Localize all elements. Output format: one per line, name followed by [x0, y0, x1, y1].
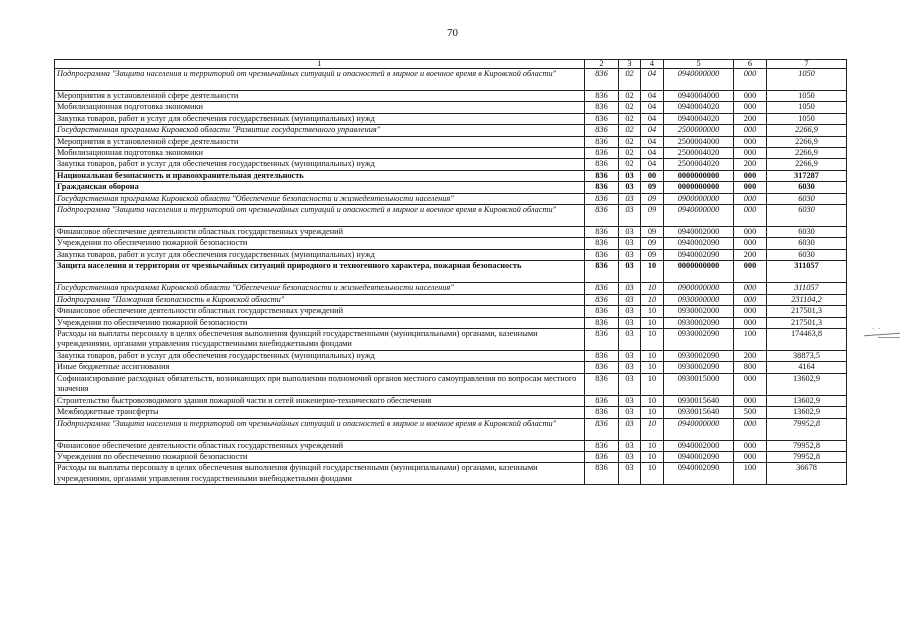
subsection-code-cell: 04	[641, 159, 664, 170]
amount-cell: 6030	[767, 182, 847, 193]
target-article-cell: 0940002090	[664, 451, 734, 462]
budget-item-name-cell: Подпрограмма "Защита населения и территорий от чрезвычайных ситуаций и опасностей в мирное и военное время в Кировской области"	[55, 418, 585, 440]
budget-item-name-cell: Государственная программа Кировской области "Обеспечение безопасности и жизнедеятельности населения"	[55, 193, 585, 204]
section-code-cell: 02	[619, 125, 641, 136]
target-article-cell: 0000000000	[664, 261, 734, 283]
target-article-cell: 0000000000	[664, 182, 734, 193]
ministry-code-cell: 836	[585, 69, 619, 91]
section-code-cell: 03	[619, 306, 641, 317]
subsection-code-cell: 10	[641, 317, 664, 328]
subsection-code-cell: 10	[641, 350, 664, 361]
expense-type-cell: 000	[734, 227, 767, 238]
target-article-cell: 0930015640	[664, 395, 734, 406]
budget-item-name-cell: Межбюджетные трансферты	[55, 407, 585, 418]
budget-item-name-cell: Подпрограмма "Защита населения и территорий от чрезвычайных ситуаций и опасностей в мирное и военное время в Кировской области"	[55, 69, 585, 91]
target-article-cell: 0940000000	[664, 205, 734, 227]
amount-cell: 2266,9	[767, 136, 847, 147]
target-article-cell: 0940002090	[664, 238, 734, 249]
table-row	[55, 350, 847, 361]
subsection-code-cell: 10	[641, 395, 664, 406]
header-cell-7: 7	[767, 60, 847, 69]
table-row	[55, 395, 847, 406]
amount-cell: 317287	[767, 170, 847, 181]
table-row	[55, 69, 847, 91]
amount-cell: 174463,8	[767, 328, 847, 350]
target-article-cell: 0930002090	[664, 328, 734, 350]
target-article-cell: 0930002090	[664, 317, 734, 328]
table-row	[55, 362, 847, 373]
expense-type-cell: 000	[734, 91, 767, 102]
ministry-code-cell: 836	[585, 113, 619, 124]
section-code-cell: 02	[619, 113, 641, 124]
expense-type-cell: 000	[734, 148, 767, 159]
budget-item-name-cell: Мероприятия в установленной сфере деятельности	[55, 91, 585, 102]
subsection-code-cell: 10	[641, 294, 664, 305]
ministry-code-cell: 836	[585, 350, 619, 361]
header-cell-3: 3	[619, 60, 641, 69]
expense-type-cell: 800	[734, 362, 767, 373]
expense-type-cell: 000	[734, 306, 767, 317]
subsection-code-cell: 10	[641, 451, 664, 462]
ministry-code-cell: 836	[585, 317, 619, 328]
amount-cell: 13602,9	[767, 373, 847, 395]
ministry-code-cell: 836	[585, 283, 619, 294]
subsection-code-cell: 10	[641, 306, 664, 317]
table-row	[55, 294, 847, 305]
expense-type-cell: 000	[734, 283, 767, 294]
amount-cell: 79952,8	[767, 418, 847, 440]
target-article-cell: 0940000000	[664, 69, 734, 91]
section-code-cell: 03	[619, 317, 641, 328]
amount-cell: 231104,2	[767, 294, 847, 305]
target-article-cell: 0000000000	[664, 170, 734, 181]
target-article-cell: 0930002090	[664, 362, 734, 373]
expense-type-cell: 000	[734, 182, 767, 193]
subsection-code-cell: 10	[641, 283, 664, 294]
table-row	[55, 283, 847, 294]
section-code-cell: 03	[619, 182, 641, 193]
section-code-cell: 02	[619, 136, 641, 147]
amount-cell: 2266,9	[767, 159, 847, 170]
section-code-cell: 03	[619, 205, 641, 227]
expense-type-cell: 000	[734, 261, 767, 283]
ministry-code-cell: 836	[585, 238, 619, 249]
ministry-code-cell: 836	[585, 193, 619, 204]
table-row	[55, 148, 847, 159]
section-code-cell: 03	[619, 362, 641, 373]
ministry-code-cell: 836	[585, 418, 619, 440]
subsection-code-cell: 10	[641, 440, 664, 451]
section-code-cell: 02	[619, 102, 641, 113]
ministry-code-cell: 836	[585, 328, 619, 350]
table-row	[55, 205, 847, 227]
amount-cell: 6030	[767, 249, 847, 260]
section-code-cell: 03	[619, 373, 641, 395]
ministry-code-cell: 836	[585, 294, 619, 305]
table-row	[55, 440, 847, 451]
table-row	[55, 328, 847, 350]
table-row	[55, 227, 847, 238]
ministry-code-cell: 836	[585, 249, 619, 260]
budget-item-name-cell: Учреждения по обеспечению пожарной безопасности	[55, 238, 585, 249]
expense-type-cell: 000	[734, 125, 767, 136]
ministry-code-cell: 836	[585, 182, 619, 193]
margin-scribble: · ·	[858, 324, 903, 346]
section-code-cell: 03	[619, 238, 641, 249]
expense-type-cell: 000	[734, 317, 767, 328]
header-cell-4: 4	[641, 60, 664, 69]
target-article-cell: 0930015000	[664, 373, 734, 395]
ministry-code-cell: 836	[585, 125, 619, 136]
budget-item-name-cell: Мобилизационная подготовка экономики	[55, 148, 585, 159]
amount-cell: 311057	[767, 283, 847, 294]
amount-cell: 217501,3	[767, 306, 847, 317]
subsection-code-cell: 09	[641, 238, 664, 249]
section-code-cell: 03	[619, 350, 641, 361]
header-cell-6: 6	[734, 60, 767, 69]
expense-type-cell: 100	[734, 328, 767, 350]
subsection-code-cell: 09	[641, 205, 664, 227]
ministry-code-cell: 836	[585, 373, 619, 395]
table-row	[55, 238, 847, 249]
section-code-cell: 02	[619, 148, 641, 159]
ministry-code-cell: 836	[585, 306, 619, 317]
section-code-cell: 03	[619, 418, 641, 440]
budget-item-name-cell: Строительство быстровозводимого здания пожарной части и сетей инженерно-технического обеспечения	[55, 395, 585, 406]
expense-type-cell: 100	[734, 463, 767, 485]
amount-cell: 13602,9	[767, 395, 847, 406]
budget-item-name-cell: Национальная безопасность и правоохранительная деятельность	[55, 170, 585, 181]
subsection-code-cell: 04	[641, 136, 664, 147]
expense-type-cell: 200	[734, 249, 767, 260]
subsection-code-cell: 04	[641, 113, 664, 124]
target-article-cell: 0940000000	[664, 418, 734, 440]
budget-table	[54, 59, 847, 485]
amount-cell: 6030	[767, 227, 847, 238]
subsection-code-cell: 00	[641, 170, 664, 181]
amount-cell: 38873,5	[767, 350, 847, 361]
table-row	[55, 113, 847, 124]
ministry-code-cell: 836	[585, 362, 619, 373]
expense-type-cell: 000	[734, 69, 767, 91]
ministry-code-cell: 836	[585, 136, 619, 147]
ministry-code-cell: 836	[585, 170, 619, 181]
ministry-code-cell: 836	[585, 227, 619, 238]
budget-item-name-cell: Финансовое обеспечение деятельности областных государственных учреждений	[55, 306, 585, 317]
subsection-code-cell: 09	[641, 182, 664, 193]
budget-item-name-cell: Финансовое обеспечение деятельности областных государственных учреждений	[55, 440, 585, 451]
header-cell-1: 1	[55, 60, 585, 69]
expense-type-cell: 200	[734, 113, 767, 124]
subsection-code-cell: 10	[641, 373, 664, 395]
budget-item-name-cell: Государственная программа Кировской области "Обеспечение безопасности и жизнедеятельности населения"	[55, 283, 585, 294]
table-row	[55, 102, 847, 113]
section-code-cell: 03	[619, 328, 641, 350]
expense-type-cell: 000	[734, 418, 767, 440]
table-row	[55, 91, 847, 102]
ministry-code-cell: 836	[585, 148, 619, 159]
section-code-cell: 02	[619, 159, 641, 170]
expense-type-cell: 000	[734, 136, 767, 147]
table-row	[55, 261, 847, 283]
table-row	[55, 193, 847, 204]
ministry-code-cell: 836	[585, 159, 619, 170]
target-article-cell: 0940004020	[664, 113, 734, 124]
ministry-code-cell: 836	[585, 407, 619, 418]
section-code-cell: 03	[619, 249, 641, 260]
amount-cell: 6030	[767, 193, 847, 204]
expense-type-cell: 000	[734, 238, 767, 249]
budget-item-name-cell: Государственная программа Кировской области "Развитие государственного управления"	[55, 125, 585, 136]
ministry-code-cell: 836	[585, 205, 619, 227]
section-code-cell: 02	[619, 91, 641, 102]
subsection-code-cell: 10	[641, 362, 664, 373]
ministry-code-cell: 836	[585, 91, 619, 102]
header-cell-5: 5	[664, 60, 734, 69]
target-article-cell: 2500000000	[664, 125, 734, 136]
target-article-cell: 0940004020	[664, 102, 734, 113]
amount-cell: 311057	[767, 261, 847, 283]
table-row	[55, 159, 847, 170]
target-article-cell: 0930000000	[664, 294, 734, 305]
subsection-code-cell: 10	[641, 463, 664, 485]
budget-item-name-cell: Закупка товаров, работ и услуг для обеспечения государственных (муниципальных) нужд	[55, 249, 585, 260]
table-row	[55, 136, 847, 147]
section-code-cell: 03	[619, 395, 641, 406]
ministry-code-cell: 836	[585, 102, 619, 113]
subsection-code-cell: 10	[641, 261, 664, 283]
section-code-cell: 03	[619, 193, 641, 204]
expense-type-cell: 200	[734, 350, 767, 361]
budget-item-name-cell: Учреждения по обеспечению пожарной безопасности	[55, 317, 585, 328]
budget-item-name-cell: Мобилизационная подготовка экономики	[55, 102, 585, 113]
amount-cell: 36678	[767, 463, 847, 485]
table-row	[55, 418, 847, 440]
section-code-cell: 03	[619, 451, 641, 462]
ministry-code-cell: 836	[585, 395, 619, 406]
section-code-cell: 03	[619, 440, 641, 451]
target-article-cell: 0900000000	[664, 283, 734, 294]
amount-cell: 13602,9	[767, 407, 847, 418]
budget-item-name-cell: Финансовое обеспечение деятельности областных государственных учреждений	[55, 227, 585, 238]
amount-cell: 6030	[767, 238, 847, 249]
amount-cell: 1050	[767, 69, 847, 91]
section-code-cell: 03	[619, 463, 641, 485]
budget-item-name-cell: Подпрограмма "Защита населения и территорий от чрезвычайных ситуаций и опасностей в мирное и военное время в Кировской области"	[55, 205, 585, 227]
target-article-cell: 0930002090	[664, 350, 734, 361]
target-article-cell: 0930015640	[664, 407, 734, 418]
budget-item-name-cell: Расходы на выплаты персоналу в целях обеспечения выполнения функций государственными (муниципальными) органами, казенными учреждениями, органами управления государственными внебюджетными фондами	[55, 463, 585, 485]
subsection-code-cell: 10	[641, 418, 664, 440]
amount-cell: 79952,8	[767, 451, 847, 462]
amount-cell: 2266,9	[767, 148, 847, 159]
ministry-code-cell: 836	[585, 451, 619, 462]
expense-type-cell: 000	[734, 451, 767, 462]
ministry-code-cell: 836	[585, 463, 619, 485]
section-code-cell: 03	[619, 227, 641, 238]
budget-item-name-cell: Закупка товаров, работ и услуг для обеспечения государственных (муниципальных) нужд	[55, 113, 585, 124]
budget-item-name-cell: Мероприятия в установленной сфере деятельности	[55, 136, 585, 147]
section-code-cell: 03	[619, 407, 641, 418]
target-article-cell: 0940002000	[664, 227, 734, 238]
expense-type-cell: 000	[734, 170, 767, 181]
subsection-code-cell: 10	[641, 407, 664, 418]
budget-item-name-cell: Гражданская оборона	[55, 182, 585, 193]
amount-cell: 4164	[767, 362, 847, 373]
table-header-row	[55, 60, 847, 69]
target-article-cell: 2500004020	[664, 148, 734, 159]
budget-item-name-cell: Закупка товаров, работ и услуг для обеспечения государственных (муниципальных) нужд	[55, 350, 585, 361]
header-cell-2: 2	[585, 60, 619, 69]
subsection-code-cell: 10	[641, 328, 664, 350]
expense-type-cell: 200	[734, 159, 767, 170]
budget-item-name-cell: Защита населения и территории от чрезвычайных ситуаций природного и техногенного характера, пожарная безопасность	[55, 261, 585, 283]
table-row	[55, 306, 847, 317]
expense-type-cell: 000	[734, 440, 767, 451]
budget-item-name-cell: Закупка товаров, работ и услуг для обеспечения государственных (муниципальных) нужд	[55, 159, 585, 170]
table-row	[55, 317, 847, 328]
target-article-cell: 2500004020	[664, 159, 734, 170]
budget-item-name-cell: Иные бюджетные ассигнования	[55, 362, 585, 373]
expense-type-cell: 000	[734, 294, 767, 305]
amount-cell: 2266,9	[767, 125, 847, 136]
page-number: 70	[447, 27, 458, 39]
table-row	[55, 451, 847, 462]
table-row	[55, 170, 847, 181]
expense-type-cell: 000	[734, 102, 767, 113]
amount-cell: 1050	[767, 102, 847, 113]
amount-cell: 6030	[767, 205, 847, 227]
table-row	[55, 182, 847, 193]
section-code-cell: 03	[619, 170, 641, 181]
section-code-cell: 02	[619, 69, 641, 91]
subsection-code-cell: 04	[641, 102, 664, 113]
expense-type-cell: 000	[734, 205, 767, 227]
table-row	[55, 373, 847, 395]
subsection-code-cell: 04	[641, 148, 664, 159]
table-row	[55, 249, 847, 260]
budget-item-name-cell: Софинансирование расходных обязательств, возникающих при выполнении полномочий органов местного самоуправления по вопросам местного значения	[55, 373, 585, 395]
table-row	[55, 125, 847, 136]
amount-cell: 217501,3	[767, 317, 847, 328]
target-article-cell: 0930002000	[664, 306, 734, 317]
section-code-cell: 03	[619, 294, 641, 305]
budget-item-name-cell: Учреждения по обеспечению пожарной безопасности	[55, 451, 585, 462]
expense-type-cell: 000	[734, 193, 767, 204]
target-article-cell: 0940002090	[664, 463, 734, 485]
section-code-cell: 03	[619, 283, 641, 294]
expense-type-cell: 500	[734, 407, 767, 418]
expense-type-cell: 000	[734, 373, 767, 395]
subsection-code-cell: 04	[641, 125, 664, 136]
section-code-cell: 03	[619, 261, 641, 283]
subsection-code-cell: 09	[641, 193, 664, 204]
target-article-cell: 0940002090	[664, 249, 734, 260]
expense-type-cell: 000	[734, 395, 767, 406]
subsection-code-cell: 04	[641, 91, 664, 102]
amount-cell: 79952,8	[767, 440, 847, 451]
target-article-cell: 0940004000	[664, 91, 734, 102]
target-article-cell: 0900000000	[664, 193, 734, 204]
subsection-code-cell: 09	[641, 227, 664, 238]
budget-item-name-cell: Подпрограмма "Пожарная безопасность в Кировской области"	[55, 294, 585, 305]
amount-cell: 1050	[767, 113, 847, 124]
target-article-cell: 0940002000	[664, 440, 734, 451]
subsection-code-cell: 04	[641, 69, 664, 91]
table-row	[55, 407, 847, 418]
budget-item-name-cell: Расходы на выплаты персоналу в целях обеспечения выполнения функций государственными (муниципальными) органами, казенными учреждениями, органами управления государственными внебюджетными фондами	[55, 328, 585, 350]
amount-cell: 1050	[767, 91, 847, 102]
table-row	[55, 463, 847, 485]
subsection-code-cell: 09	[641, 249, 664, 260]
ministry-code-cell: 836	[585, 440, 619, 451]
target-article-cell: 2500004000	[664, 136, 734, 147]
ministry-code-cell: 836	[585, 261, 619, 283]
